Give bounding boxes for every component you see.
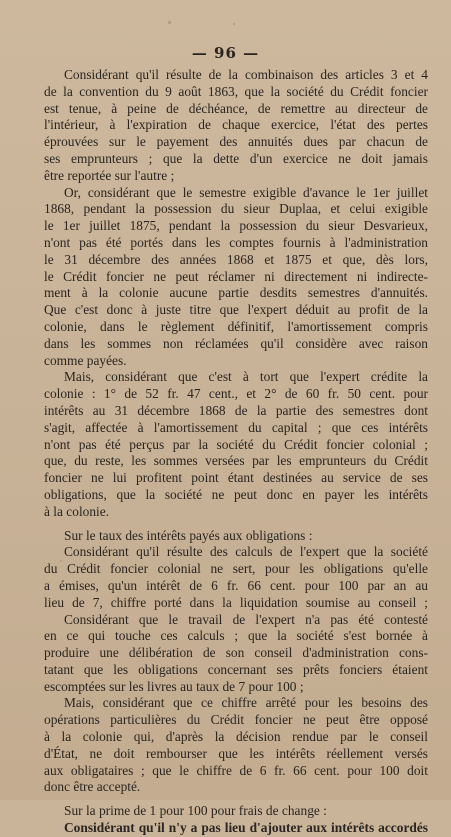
text-line: produire une délibération de son conseil d'administration cons- bbox=[44, 645, 428, 661]
text-line: Considérant qu'il résulte de la combinaison des articles 3 et 4 bbox=[64, 67, 428, 82]
body-text bbox=[44, 67, 428, 837]
paper-speck bbox=[233, 23, 235, 25]
text-line: être reportée sur l'autre ; bbox=[44, 167, 175, 183]
text-line: colonie : 1° de 52 fr. 47 cent., et 2° de 60 fr. 50 cent. pour bbox=[44, 386, 428, 402]
text-line: de la convention du 9 août 1863, que la société du Crédit foncier bbox=[44, 83, 428, 99]
text-line: lieu de 7, chiffre porté dans la liquidation soumise au conseil ; bbox=[44, 594, 428, 610]
page-number: — 96 — bbox=[191, 44, 260, 62]
text-line: intérêts au 31 décembre 1868 de la partie des semestres dont bbox=[44, 402, 428, 418]
text-line: du Crédit foncier colonial ne sert, pour les obligations qu'elle bbox=[44, 561, 428, 577]
text-line: 1868, pendant la possession du sieur Duplaa, et celui exigible bbox=[44, 201, 428, 217]
text-line: tatant que les obligations concernant ses prêts fonciers étaient bbox=[44, 661, 428, 677]
text-line: le Crédit foncier ne peut réclamer ni directement ni indirecte- bbox=[44, 268, 428, 284]
text-line: à la colonie. bbox=[44, 503, 110, 519]
text-line: éprouvées sur le payement des annuités dues par chacun de bbox=[44, 134, 428, 150]
text-line: l'intérieur, à l'expiration de chaque exercice, l'état des pertes bbox=[44, 117, 428, 133]
text-line: Sur la prime de 1 pour 100 pour frais de change : bbox=[64, 803, 327, 819]
text-line: que, du reste, les sommes versées par les emprunteurs du Crédit bbox=[44, 453, 428, 469]
text-line: Que c'est donc à juste titre que l'expert déduit au profit de la bbox=[44, 302, 428, 318]
text-line: n'ont pas été perçus par la société du Crédit foncier colonial ; bbox=[44, 436, 428, 452]
text-line: opérations particulières du Crédit foncier ne peut être opposé bbox=[44, 712, 428, 728]
text-line: dans les sommes non réclamées qu'il considère avec raison bbox=[44, 335, 428, 351]
text-line: Or, considérant que le semestre exigible d'avance le 1er juillet bbox=[64, 184, 428, 200]
text-line: Mais, considérant que ce chiffre arrêté pour les besoins des bbox=[64, 695, 428, 711]
text-line: obligations, que la société ne peut donc en payer les intérêts bbox=[44, 486, 428, 502]
text-line: ment à la colonie aucune partie desdits semestres d'annuités. bbox=[44, 285, 428, 301]
text-line: foncier ne lui profitent point étant destinées au service de ses bbox=[44, 470, 428, 486]
text-line: comme payées. bbox=[44, 352, 127, 368]
text-line: Mais, considérant que c'est à tort que l'expert crédite la bbox=[64, 369, 428, 385]
text-line: escomptées sur les livres au taux de 7 pour 100 ; bbox=[44, 678, 304, 694]
paper-speck bbox=[168, 21, 171, 24]
text-line: Considérant qu'il résulte des calculs de l'expert que la société bbox=[64, 544, 428, 560]
text-line: le 31 décembre des années 1868 et 1875 et que, dès lors, bbox=[44, 251, 428, 267]
text-line: n'ont pas été portés dans les comptes fournis à l'administration bbox=[44, 234, 428, 250]
text-line: Considérant qu'il n'y a pas lieu d'ajouter aux intérêts accordés bbox=[64, 820, 428, 836]
text-line: à la colonie qui, d'après la décision rendue par le conseil bbox=[44, 729, 428, 745]
text-line: a émises, qu'un intérêt de 6 fr. 66 cent. pour 100 par an au bbox=[44, 577, 428, 593]
text-line: le 1er juillet 1875, pendant la possession du sieur Desvarieux, bbox=[44, 218, 428, 234]
text-line: colonie, dans le règlement définitif, l'amortissement compris bbox=[44, 318, 428, 334]
text-line: Considérant que le travail de l'expert n'a pas été contesté bbox=[64, 611, 428, 627]
text-line: ses emprunteurs ; que la dette d'un exercice ne doit jamais bbox=[44, 150, 428, 166]
text-line: en ce qui touche ces calculs ; que la société s'est bornée à bbox=[44, 628, 428, 644]
text-line: aux obligataires ; que le chiffre de 6 fr. 66 cent. pour 100 doit bbox=[44, 762, 428, 778]
text-line: donc être accepté. bbox=[44, 779, 141, 795]
text-line: d'État, ne doit rembourser que les intérêts réellement versés bbox=[44, 745, 428, 761]
text-line: s'agit, affectée à l'amortissement du capital ; que ces intérêts bbox=[44, 419, 428, 435]
text-line: Sur le taux des intérêts payés aux obligations : bbox=[64, 527, 313, 543]
text-line: est tenue, à peine de déchéance, de remettre au directeur de bbox=[44, 100, 428, 116]
